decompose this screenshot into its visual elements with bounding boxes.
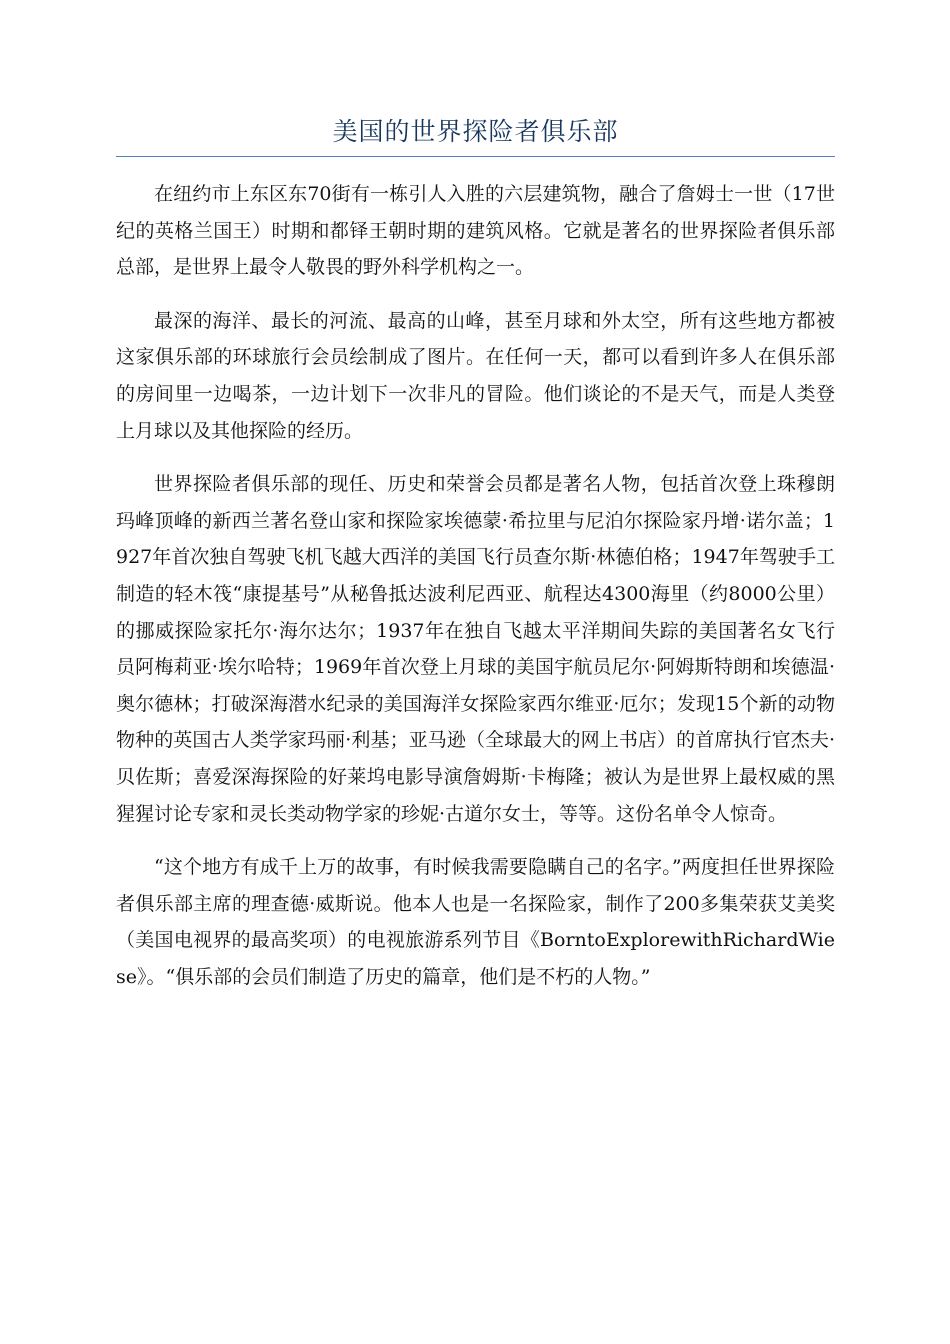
paragraph-1: 在纽约市上东区东70街有一栋引人入胜的六层建筑物，融合了詹姆士一世（17世纪的英格兰国王）时期和都铎王朝时期的建筑风格。它就是著名的世界探险者俱乐部总部，是世界上最令人敬畏的野外科学机构之一。 xyxy=(116,183,835,279)
title-block xyxy=(116,110,835,157)
paragraph-4: “这个地方有成千上万的故事，有时候我需要隐瞒自己的名字。”两度担任世界探险者俱乐部主席的理查德·威斯说。他本人也是一名探险家，制作了200多集荣获艾美奖（美国电视界的最高奖项）的电视旅游系列节目《BorntoExplorewithRichardWiese》。“俱乐部的会员们制造了历史的篇章，他们是不朽的人物。” xyxy=(116,856,835,988)
document-body xyxy=(116,176,835,1012)
paragraph-3: 世界探险者俱乐部的现任、历史和荣誉会员都是著名人物，包括首次登上珠穆朗玛峰顶峰的新西兰著名登山家和探险家埃德蒙·希拉里与尼泊尔探险家丹增·诺尔盖；1927年首次独自驾驶飞机飞越大西洋的美国飞行员查尔斯·林德伯格；1947年驾驶手工制造的轻木筏“康提基号”从秘鲁抵达波利尼西亚、航程达4300海里（约8000公里）的挪威探险家托尔·海尔达尔；1937年在独自飞越太平洋期间失踪的美国著名女飞行员阿梅莉亚·埃尔哈特；1969年首次登上月球的美国宇航员尼尔·阿姆斯特朗和埃德温·奥尔德林；打破深海潜水纪录的美国海洋女探险家西尔维亚·厄尔；发现15个新的动物物种的英国古人类学家玛丽·利基；亚马逊（全球最大的网上书店）的首席执行官杰夫·贝佐斯；喜爱深海探险的好莱坞电影导演詹姆斯·卡梅隆；被认为是世界上最权威的黑猩猩讨论专家和灵长类动物学家的珍妮·古道尔女士，等等。这份名单令人惊奇。 xyxy=(116,473,835,825)
document-title: 美国的世界探险者俱乐部 xyxy=(332,117,619,146)
paragraph-2: 最深的海洋、最长的河流、最高的山峰，甚至月球和外太空，所有这些地方都被这家俱乐部的环球旅行会员绘制成了图片。在任何一天，都可以看到许多人在俱乐部的房间里一边喝茶，一边计划下一次非凡的冒险。他们谈论的不是天气，而是人类登上月球以及其他探险的经历。 xyxy=(116,309,835,442)
